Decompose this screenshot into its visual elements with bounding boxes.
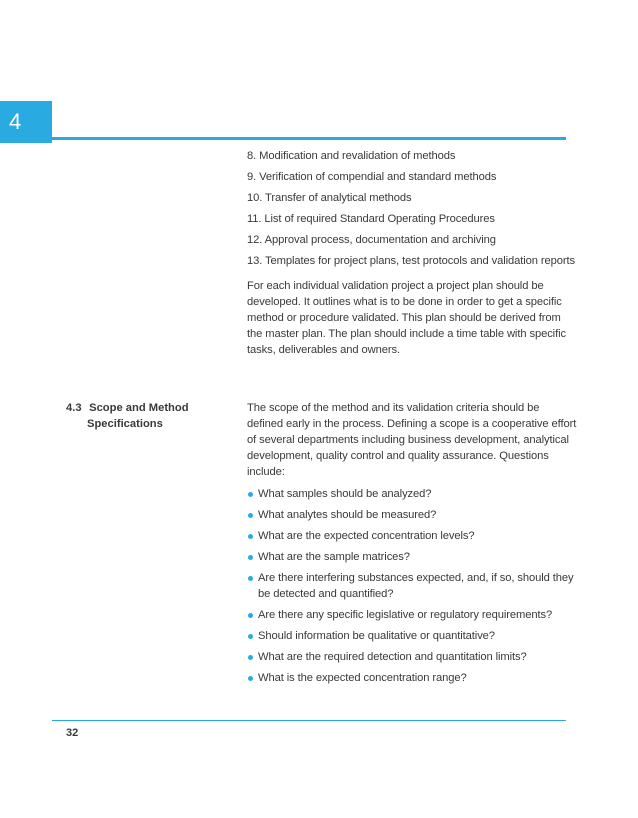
list-item: Are there interfering substances expected, and, if so, should they be detected and quantified? bbox=[247, 570, 577, 602]
list-item: Are there any specific legislative or regulatory requirements? bbox=[247, 607, 577, 623]
bullet-dot-icon bbox=[248, 534, 253, 539]
list-item: What are the sample matrices? bbox=[247, 549, 577, 565]
bullet-dot-icon bbox=[248, 492, 253, 497]
footer-divider bbox=[52, 720, 566, 721]
header-divider bbox=[52, 137, 566, 140]
project-plan-paragraph: For each individual validation project a project plan should be developed. It outlines what is to be done in order to get a specific method or procedure validated. This plan should be derived from the master plan. The plan should include a time table with specific tasks, deliverables and owners. bbox=[247, 280, 566, 356]
list-item: 8. Modification and revalidation of methods bbox=[247, 150, 456, 162]
list-item: What is the expected concentration range? bbox=[247, 670, 577, 686]
section-heading bbox=[66, 400, 226, 432]
chapter-tab bbox=[0, 101, 52, 143]
list-item: What are the required detection and quantitation limits? bbox=[247, 649, 577, 665]
list-item: 12. Approval process, documentation and archiving bbox=[247, 234, 496, 246]
list-item: What analytes should be measured? bbox=[247, 507, 577, 523]
list-item: What are the expected concentration levels? bbox=[247, 528, 577, 544]
bullet-dot-icon bbox=[248, 613, 253, 618]
list-item: 9. Verification of compendial and standard methods bbox=[247, 171, 497, 183]
numbered-list bbox=[247, 148, 577, 274]
page-number: 32 bbox=[66, 727, 79, 739]
chapter-number: 4 bbox=[9, 109, 22, 134]
list-item: What samples should be analyzed? bbox=[247, 486, 577, 502]
scope-paragraph: The scope of the method and its validation criteria should be defined early in the process. Defining a scope is a cooperative effort of several departments including business development, analytical development, quality control and quality assurance. Questions include: bbox=[247, 402, 577, 478]
section-body bbox=[247, 400, 577, 691]
bullet-dot-icon bbox=[248, 513, 253, 518]
bullet-dot-icon bbox=[248, 576, 253, 581]
bullet-dot-icon bbox=[248, 555, 253, 560]
list-item: 10. Transfer of analytical methods bbox=[247, 192, 412, 204]
question-list bbox=[247, 486, 577, 686]
list-item: 13. Templates for project plans, test protocols and validation reports bbox=[247, 255, 575, 267]
bullet-dot-icon bbox=[248, 655, 253, 660]
list-item: 11. List of required Standard Operating Procedures bbox=[247, 213, 495, 225]
section-title-line1: Scope and Method bbox=[89, 402, 189, 414]
bullet-dot-icon bbox=[248, 676, 253, 681]
list-item: Should information be qualitative or quantitative? bbox=[247, 628, 577, 644]
bullet-dot-icon bbox=[248, 634, 253, 639]
section-title-line2: Specifications bbox=[87, 418, 163, 430]
section-number: 4.3 bbox=[66, 402, 82, 414]
